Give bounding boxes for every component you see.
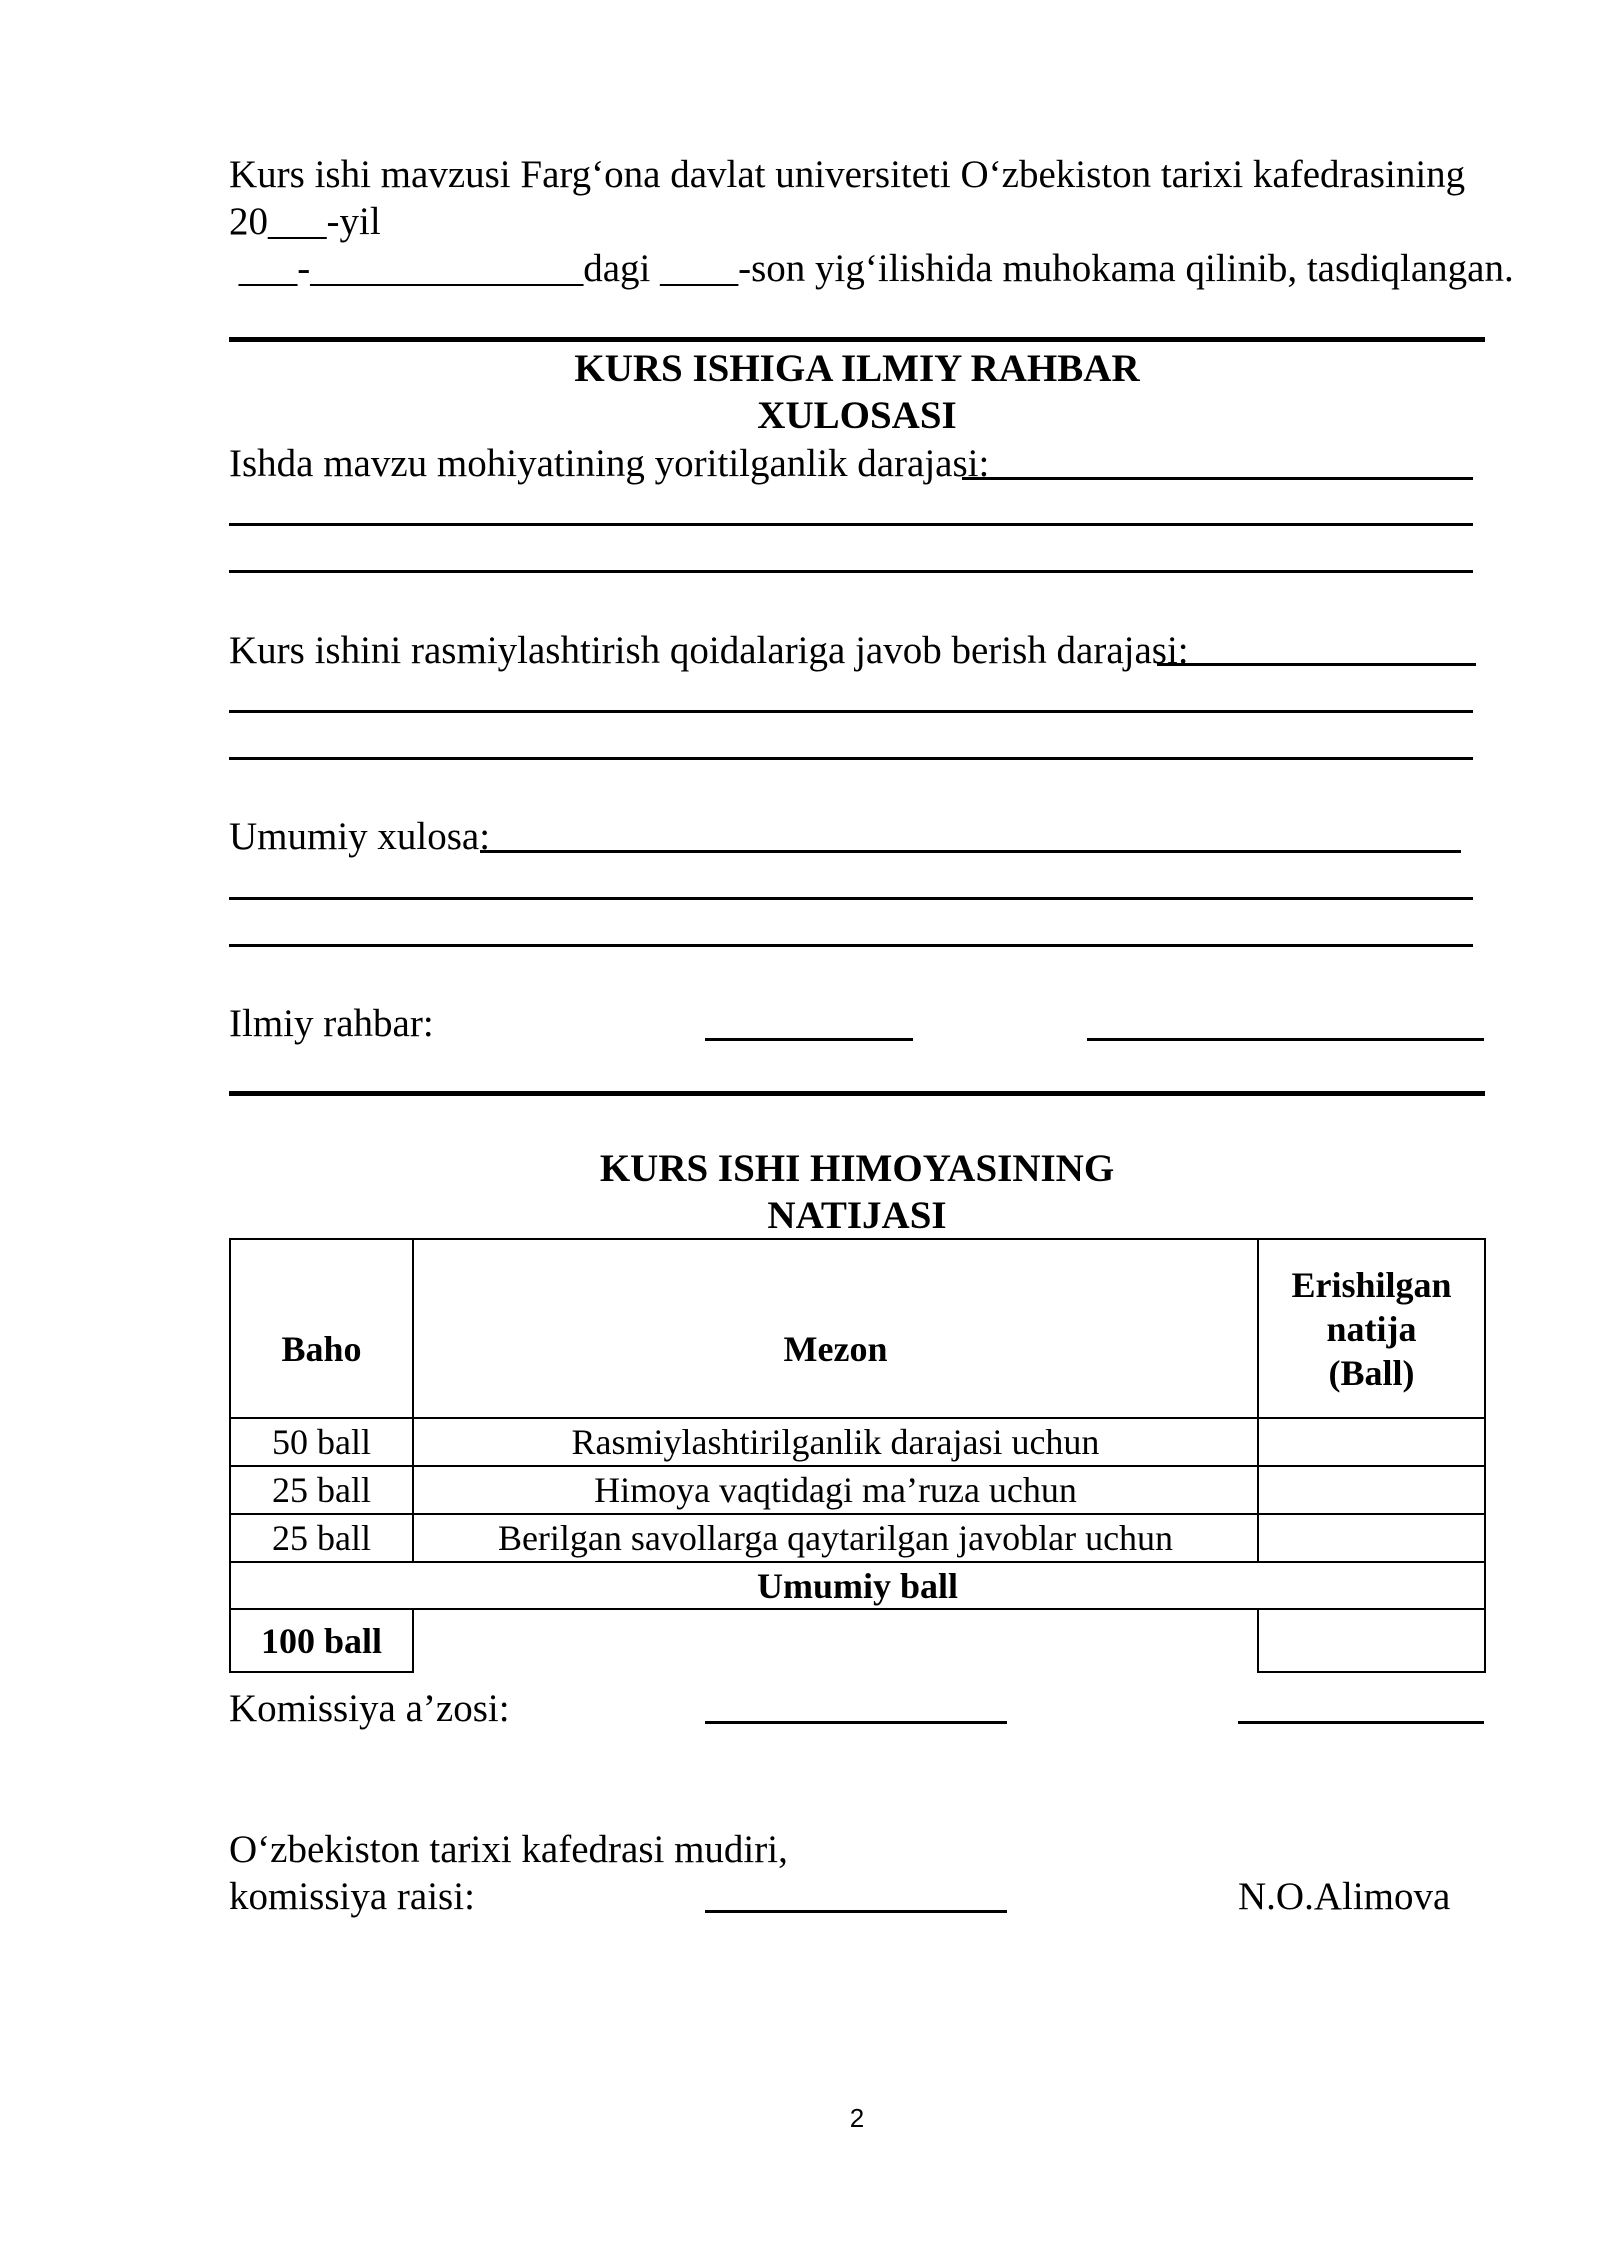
field-conclusion-label: Umumiy xulosa: [229, 815, 491, 858]
field-conclusion-line[interactable] [480, 850, 1461, 853]
total-label: Umumiy ball [230, 1562, 1485, 1609]
supervisor-title-line-2: XULOSASI [757, 394, 957, 437]
header-result [1258, 1239, 1485, 1418]
header-result-line-2: natija [1326, 1308, 1417, 1349]
header-criterion: Mezon [413, 1239, 1258, 1418]
row-grade: 25 ball [230, 1514, 413, 1562]
row-result-cell[interactable] [1258, 1514, 1485, 1562]
table-row [230, 1514, 1485, 1562]
table-header-row [230, 1239, 1485, 1418]
chair-signature-line[interactable] [705, 1910, 1007, 1913]
row-grade: 25 ball [230, 1466, 413, 1514]
supervisor-title-line-1: KURS ISHIGA ILMIY RAHBAR [574, 347, 1140, 390]
field-formatting-line-3[interactable] [229, 757, 1473, 760]
section-divider-top [229, 337, 1485, 342]
table-total-row [230, 1562, 1485, 1609]
supervisor-signature-line[interactable] [705, 1038, 913, 1041]
table-row [230, 1466, 1485, 1514]
chair-name: N.O.Alimova [1238, 1875, 1451, 1918]
supervisor-signer-label: Ilmiy rahbar: [229, 1002, 434, 1045]
header-grade: Baho [230, 1239, 413, 1418]
field-topic-coverage-line-2[interactable] [229, 523, 1473, 526]
header-result-line-3: (Ball) [1328, 1352, 1415, 1393]
row-criterion: Himoya vaqtidagi ma’ruza uchun [413, 1466, 1258, 1514]
field-formatting-line[interactable] [1157, 663, 1476, 666]
field-conclusion-line-2[interactable] [229, 897, 1473, 900]
commission-name-line[interactable] [1238, 1721, 1484, 1724]
field-formatting-line-2[interactable] [229, 710, 1473, 713]
commission-member-label: Komissiya a’zosi: [229, 1687, 510, 1730]
page-number: 2 [849, 2103, 865, 2133]
defense-title-line-1: KURS ISHI HIMOYASINING [599, 1147, 1115, 1190]
field-topic-coverage-line-3[interactable] [229, 570, 1473, 573]
total-result-cell[interactable] [1258, 1609, 1485, 1672]
chair-label-line-2: komissiya raisi: [229, 1875, 475, 1918]
row-grade: 50 ball [230, 1418, 413, 1466]
row-result-cell[interactable] [1258, 1418, 1485, 1466]
header-result-line-1: Erishilgan [1291, 1264, 1452, 1305]
field-topic-coverage-label: Ishda mavzu mohiyatining yoritilganlik darajasi: [229, 442, 990, 485]
defense-title-line-2: NATIJASI [767, 1194, 947, 1237]
table-row [230, 1418, 1485, 1466]
intro-line-3: ___-______________dagi ____-son yig‘ilishida muhokama qilinib, tasdiqlangan. [229, 247, 1514, 290]
intro-line-1: Kurs ishi mavzusi Farg‘ona davlat universiteti O‘zbekiston tarixi kafedrasining [229, 153, 1466, 196]
field-conclusion-line-3[interactable] [229, 944, 1473, 947]
intro-line-2: 20___-yil [229, 200, 381, 243]
supervisor-name-line[interactable] [1087, 1038, 1484, 1041]
results-table [229, 1238, 1486, 1673]
commission-signature-line[interactable] [705, 1721, 1007, 1724]
total-empty-cell [413, 1609, 1258, 1672]
field-topic-coverage-line[interactable] [962, 477, 1473, 480]
row-result-cell[interactable] [1258, 1466, 1485, 1514]
table-total-value-row [230, 1609, 1485, 1672]
total-grade: 100 ball [230, 1609, 413, 1672]
chair-label-line-1: O‘zbekiston tarixi kafedrasi mudiri, [229, 1828, 788, 1871]
row-criterion: Berilgan savollarga qaytarilgan javoblar uchun [413, 1514, 1258, 1562]
field-formatting-label: Kurs ishini rasmiylashtirish qoidalariga javob berish darajasi: [229, 629, 1189, 672]
row-criterion: Rasmiylashtirilganlik darajasi uchun [413, 1418, 1258, 1466]
section-divider-bottom [229, 1091, 1485, 1096]
